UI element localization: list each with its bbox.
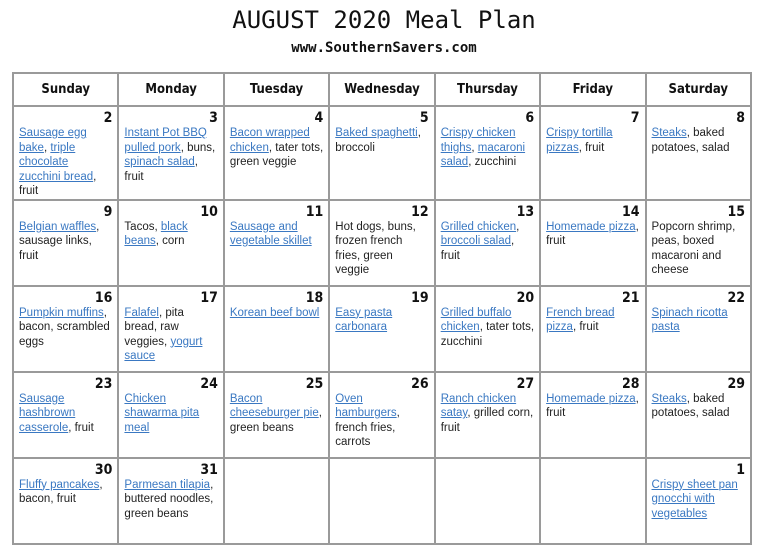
day-content (541, 459, 644, 478)
meal-text (652, 392, 745, 421)
recipe-link[interactable]: Sausage and vegetable skillet (229, 220, 312, 247)
meal-plain-text: , green beans (229, 407, 322, 434)
calendar-day-cell (13, 286, 118, 372)
recipe-link[interactable]: Crispy sheet pan gnocchi with vegetables (651, 478, 738, 520)
day-number: 6 (525, 110, 535, 126)
calendar-day-cell (224, 200, 329, 286)
day-number: 7 (630, 110, 640, 126)
meal-plain-text: , zucchini (468, 156, 517, 168)
day-number (546, 462, 639, 478)
meal-text (546, 392, 639, 421)
day-number: 22 (727, 289, 745, 306)
day-number: 8 (736, 110, 745, 126)
calendar-day-cell (540, 286, 645, 372)
day-content (436, 287, 539, 350)
meal-text (230, 306, 323, 321)
meal-text (441, 392, 534, 436)
day-content (647, 287, 750, 335)
meal-text (652, 220, 745, 278)
calendar-day-cell (118, 106, 223, 200)
day-number (441, 462, 534, 478)
meal-plain-text: Tacos, (124, 220, 161, 233)
calendar-day-cell (13, 106, 118, 200)
meal-text (124, 220, 217, 249)
meal-plain-text: , baked potatoes, salad (651, 392, 730, 419)
meal-plain-text: , pita bread, raw veggies, (124, 306, 184, 348)
day-content (119, 201, 222, 249)
calendar-day-cell (118, 200, 223, 286)
recipe-link[interactable]: Pumpkin muffins (19, 306, 104, 319)
day-number: 15 (727, 203, 745, 220)
calendar-day-cell (329, 372, 434, 458)
day-content (330, 287, 433, 335)
calendar-day-cell (646, 372, 751, 458)
calendar-day-cell (646, 458, 751, 544)
meal-text (19, 478, 112, 507)
recipe-link[interactable]: Instant Pot BBQ pulled pork (124, 127, 207, 154)
meal-plain-text: , tater tots, green veggie (229, 141, 324, 168)
meal-text (441, 306, 534, 350)
calendar-week-row (13, 106, 751, 200)
day-content (119, 107, 222, 184)
meal-plain-text: , sausage links, fruit (19, 220, 100, 262)
day-number: 19 (411, 289, 429, 306)
meal-text (546, 220, 639, 249)
day-number: 20 (516, 289, 535, 306)
calendar-day-cell (435, 200, 540, 286)
recipe-link[interactable]: broccoli salad (440, 235, 512, 247)
day-content (330, 459, 433, 478)
day-number: 1 (736, 461, 745, 478)
meal-plain-text: , fruit (572, 321, 599, 333)
recipe-link[interactable]: black beans (124, 220, 188, 247)
calendar-day-cell (118, 286, 223, 372)
day-content (436, 107, 539, 170)
day-content (225, 201, 328, 249)
meal-calendar (12, 72, 752, 545)
day-number: 13 (516, 203, 535, 220)
calendar-day-cell (646, 286, 751, 372)
day-content (225, 287, 328, 321)
meal-text (230, 392, 323, 436)
meal-plain-text: , broccoli (335, 127, 421, 154)
day-content (225, 373, 328, 436)
weekday-header-sunday: Sunday (13, 73, 118, 106)
day-content (14, 373, 117, 436)
recipe-link[interactable]: Grilled buffalo chicken (440, 306, 512, 333)
meal-plain-text: , fruit (68, 421, 94, 434)
page-title: AUGUST 2020 Meal Plan (232, 6, 536, 34)
day-number: 4 (314, 110, 324, 126)
day-content (647, 201, 750, 278)
meal-text (124, 392, 217, 436)
meal-plain-text: Popcorn shrimp, peas, boxed macaroni and cheese (651, 220, 736, 276)
recipe-link[interactable]: Bacon wrapped chicken (229, 127, 310, 154)
meal-plain-text: Hot dogs, buns, frozen french fries, green veggie (335, 220, 416, 276)
day-number: 31 (200, 461, 218, 478)
recipe-link[interactable]: Crispy tortilla pizzas (546, 127, 613, 154)
recipe-link[interactable]: Falafel (124, 306, 159, 319)
meal-plain-text: , (471, 141, 478, 154)
meal-text (335, 306, 428, 335)
day-content (541, 373, 644, 421)
recipe-link[interactable]: Oven hamburgers (335, 392, 397, 419)
meal-text (335, 392, 428, 450)
meal-plain-text: , fruit (546, 392, 639, 419)
recipe-link[interactable]: Crispy chicken thighs (440, 127, 516, 154)
day-content (647, 459, 750, 522)
day-content (436, 373, 539, 436)
recipe-link[interactable]: Grilled chicken (440, 220, 517, 233)
day-number: 3 (209, 110, 218, 126)
day-number: 17 (200, 289, 218, 306)
calendar-day-cell (435, 286, 540, 372)
meal-plain-text: , fruit (578, 141, 605, 154)
meal-plain-text: , fruit (19, 170, 97, 197)
meal-text (652, 126, 745, 155)
day-content (14, 107, 117, 199)
calendar-day-cell (224, 286, 329, 372)
calendar-day-cell (540, 200, 645, 286)
calendar-day-cell (646, 106, 751, 200)
meal-text (441, 220, 534, 264)
meal-text (441, 126, 534, 170)
weekday-header-wednesday: Wednesday (329, 73, 434, 106)
day-number: 18 (305, 289, 324, 306)
recipe-link[interactable]: Steaks (651, 392, 687, 405)
meal-text (652, 306, 745, 335)
calendar-body (13, 106, 751, 544)
day-number: 30 (94, 461, 113, 478)
calendar-week-row (13, 200, 751, 286)
recipe-link[interactable]: triple chocolate zucchini bread (19, 141, 94, 183)
recipe-link[interactable]: Spinach ricotta pasta (651, 306, 728, 333)
day-number: 16 (94, 289, 113, 306)
day-number: 11 (305, 203, 324, 220)
recipe-link[interactable]: Belgian waffles (19, 220, 97, 233)
day-number: 26 (411, 375, 429, 392)
calendar-day-cell (118, 458, 223, 544)
meal-plain-text: , (516, 220, 520, 233)
recipe-link[interactable]: Korean beef bowl (229, 306, 320, 319)
day-content (14, 287, 117, 350)
day-number: 12 (411, 203, 429, 220)
day-number: 14 (622, 203, 640, 220)
day-content (647, 373, 750, 421)
meal-plain-text: , baked potatoes, salad (651, 127, 730, 154)
meal-plain-text: , corn (155, 235, 185, 247)
day-content (119, 459, 222, 522)
calendar-day-cell (118, 372, 223, 458)
meal-text (124, 126, 217, 184)
meal-text (124, 306, 217, 364)
calendar-empty-cell (540, 458, 645, 544)
day-number: 10 (200, 203, 218, 220)
weekday-header-row (13, 73, 751, 106)
day-number: 5 (419, 110, 429, 126)
meal-text (19, 220, 112, 264)
day-number: 2 (103, 110, 113, 126)
meal-plain-text: , buns, (180, 141, 216, 154)
weekday-header-thursday: Thursday (435, 73, 540, 106)
recipe-link[interactable]: macaroni salad (440, 141, 526, 168)
meal-plain-text: , bacon, scrambled eggs (19, 306, 110, 348)
calendar-day-cell (224, 372, 329, 458)
recipe-link[interactable]: Sausage hashbrown casserole (19, 392, 76, 434)
day-number: 29 (727, 375, 745, 392)
meal-plain-text: , tater tots, zucchini (440, 321, 535, 348)
calendar-day-cell (329, 200, 434, 286)
calendar-day-cell (540, 372, 645, 458)
meal-plain-text: , buttered noodles, green beans (124, 478, 214, 520)
recipe-link[interactable]: Homemade pizza (546, 392, 636, 405)
day-content (541, 107, 644, 155)
meal-text (230, 220, 323, 249)
calendar-empty-cell (435, 458, 540, 544)
day-number: 24 (200, 375, 218, 392)
recipe-link[interactable]: Easy pasta carbonara (335, 306, 393, 333)
meal-text (124, 478, 217, 522)
meal-text (19, 392, 112, 436)
calendar-week-row (13, 372, 751, 458)
calendar-week-row (13, 286, 751, 372)
meal-text (546, 126, 639, 155)
recipe-link[interactable]: Fluffy pancakes (19, 478, 100, 491)
recipe-link[interactable]: yogurt sauce (124, 335, 203, 362)
day-content (330, 373, 433, 450)
recipe-link[interactable]: Bacon cheeseburger pie (229, 392, 319, 419)
day-content (330, 107, 433, 155)
calendar-day-cell (435, 106, 540, 200)
day-content (541, 201, 644, 249)
recipe-link[interactable]: French bread pizza (546, 306, 615, 333)
recipe-link[interactable]: Sausage egg bake (19, 127, 87, 154)
recipe-link[interactable]: Ranch chicken satay (440, 392, 517, 419)
calendar-day-cell (224, 106, 329, 200)
meal-plain-text: , bacon, fruit (19, 478, 103, 505)
weekday-header-friday: Friday (540, 73, 645, 106)
weekday-header-monday: Monday (118, 73, 223, 106)
calendar-day-cell (13, 458, 118, 544)
meal-plain-text: , fruit (124, 156, 198, 183)
meal-text (652, 478, 745, 522)
day-content (14, 459, 117, 507)
weekday-header-saturday: Saturday (646, 73, 751, 106)
day-number: 25 (305, 375, 324, 392)
day-content (119, 287, 222, 364)
calendar-week-row (13, 458, 751, 544)
recipe-link[interactable]: spinach salad (124, 156, 195, 168)
weekday-header-tuesday: Tuesday (224, 73, 329, 106)
meal-text (546, 306, 639, 335)
calendar-day-cell (435, 372, 540, 458)
day-number (230, 462, 323, 478)
recipe-link[interactable]: Baked spaghetti (335, 127, 418, 139)
calendar-day-cell (329, 286, 434, 372)
day-number: 23 (94, 375, 113, 392)
day-number: 21 (622, 289, 640, 306)
calendar-day-cell (13, 372, 118, 458)
recipe-link[interactable]: Chicken shawarma pita meal (124, 392, 200, 434)
day-content (225, 459, 328, 478)
meal-plain-text: , french fries, carrots (335, 407, 400, 448)
day-content (436, 459, 539, 478)
recipe-link[interactable]: Parmesan tilapia (124, 478, 211, 491)
calendar-empty-cell (329, 458, 434, 544)
recipe-link[interactable]: Homemade pizza (546, 220, 636, 233)
meal-text (19, 126, 112, 199)
meal-plain-text: , fruit (440, 235, 515, 262)
calendar-day-cell (646, 200, 751, 286)
day-content (541, 287, 644, 335)
calendar-day-cell (540, 106, 645, 200)
day-content (14, 201, 117, 264)
meal-plain-text: , (43, 141, 51, 154)
meal-plain-text: , fruit (546, 220, 639, 247)
site-url: www.SouthernSavers.com (291, 40, 477, 56)
meal-text (335, 126, 428, 155)
day-content (330, 201, 433, 278)
meal-text (335, 220, 428, 278)
day-content (647, 107, 750, 155)
calendar-day-cell (13, 200, 118, 286)
calendar-day-cell (329, 106, 434, 200)
calendar-empty-cell (224, 458, 329, 544)
day-number: 28 (622, 375, 640, 392)
day-number (335, 462, 428, 478)
meal-text (19, 306, 112, 350)
day-content (436, 201, 539, 264)
meal-text (230, 126, 323, 170)
day-content (225, 107, 328, 170)
day-number: 27 (516, 375, 535, 392)
recipe-link[interactable]: Steaks (651, 127, 687, 139)
day-number: 9 (103, 203, 113, 220)
day-content (119, 373, 222, 436)
meal-plain-text: , grilled corn, fruit (440, 407, 534, 434)
